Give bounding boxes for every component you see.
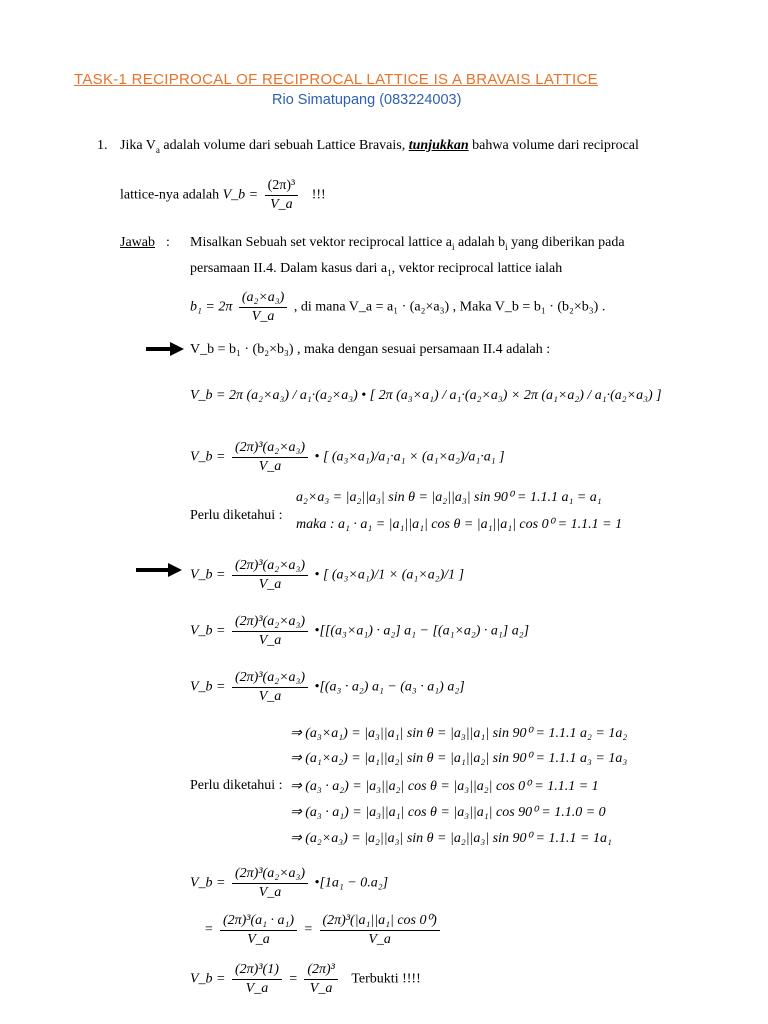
- vb-expanded-2: V_b = $\frac{\text{(2π)³(a₂×a₃)}}{V\_a}$ • [ (a₃×a₁)/a₁·a₁ × (a₁×a₂)/a₁·a₁ ]: [190, 440, 505, 474]
- vb-expanded-7: = $\frac{\text{(2π)³(a₁ · a₁)}}{V\_a}$ = $\frac{\text{(2π)³(|a₁||a₁| cos 0⁰)}}{V\_a}$: [204, 912, 443, 948]
- right-arrow-icon: [136, 562, 182, 578]
- perlu2-line-2: ⇒ (a₁×a₂) = |a₁||a₂| sin θ = |a₁||a₂| sin 90⁰ = 1.1.1 a₃ = 1a₃: [290, 751, 628, 766]
- final-equation: V_b = $\frac{\text{(2π)³(1)}}{V\_a}$ = $\frac{\text{(2π)³}}{V\_a}$ Terbukti !!!!: [190, 962, 421, 996]
- right-arrow-icon: [146, 341, 184, 357]
- vb-fraction: $\frac{\text{(2π)³}}{V\_a}$: [265, 178, 299, 213]
- vb-expanded-6: V_b = $\frac{\text{(2π)³(a₂×a₃)}}{V\_a}$ •[1a₁ − 0.a₂]: [190, 866, 389, 900]
- vb-expanded-5: V_b = $\frac{\text{(2π)³(a₂×a₃)}}{V\_a}$ •[(a₃ · a₂) a₁ − (a₃ · a₁) a₂]: [190, 670, 465, 704]
- problem-line-1: Jika $V_a$ adalah volume dari sebuah Lattice Bravais, tunjukkan bahwa volume dari reciprocal: [120, 138, 639, 155]
- author-line: Rio Simatupang (083224003): [272, 92, 462, 108]
- answer-label: Jawab: [120, 235, 155, 250]
- problem-line-2: lattice-nya adalah V_b = $\frac{\text{(2π)³}}{V\_a}$ !!!: [120, 178, 326, 212]
- vb-expanded-1: V_b = 2π (a₂×a₃) / a₁·(a₂×a₃) • [ 2π (a₃×a₁) / a₁·(a₂×a₃) × 2π (a₁×a₂) / a₁·(a₂×a₃) ]: [190, 388, 662, 403]
- perlu1-line1: a₂×a₃ = |a₂||a₃| sin θ = |a₂||a₃| sin 90⁰ = 1.1.1 a₁ = a₁: [296, 490, 602, 505]
- b1-equation: b₁ = 2π $\frac{\text{(a₂×a₃)}}{V\_a}$ , di mana V_a = a₁ · (a₂×a₃) , Maka V_b = b₁ · (b₂×b₃) .: [190, 290, 606, 324]
- perlu1-label: Perlu diketahui :: [190, 508, 283, 523]
- perlu2-line-1: ⇒ (a₃×a₁) = |a₃||a₁| sin θ = |a₃||a₁| sin 90⁰ = 1.1.1 a₂ = 1a₂: [290, 726, 628, 741]
- answer-text-1: Misalkan Sebuah set vektor reciprocal lattice $a_i$ adalah $b_i$ yang diberikan pada: [190, 235, 625, 252]
- perlu2-line-4: ⇒ (a₃ · a₁) = |a₃||a₁| cos θ = |a₃||a₁| cos 90⁰ = 1.1.0 = 0: [290, 805, 606, 820]
- perlu2-line-5: ⇒ (a₂×a₃) = |a₂||a₃| sin θ = |a₂||a₃| sin 90⁰ = 1.1.1 = 1a₁: [290, 831, 612, 846]
- vb-expanded-3: V_b = $\frac{\text{(2π)³(a₂×a₃)}}{V\_a}$ • [ (a₃×a₁)/1 × (a₁×a₂)/1 ]: [190, 558, 465, 592]
- answer-text-2: persamaan II.4. Dalam kasus dari $a_1$, vektor reciprocal lattice ialah: [190, 261, 563, 278]
- perlu1-line2: maka : a₁ · a₁ = |a₁||a₁| cos θ = |a₁||a₁| cos 0⁰ = 1.1.1 = 1: [296, 517, 623, 532]
- document-title: TASK-1 RECIPROCAL OF RECIPROCAL LATTICE IS A BRAVAIS LATTICE: [74, 71, 598, 88]
- vb-expanded-4: V_b = $\frac{\text{(2π)³(a₂×a₃)}}{V\_a}$ •[[(a₃×a₁) · a₂] a₁ − [(a₁×a₂) · a₁] a₂]: [190, 614, 530, 648]
- terbukti-text: Terbukti !!!!: [351, 971, 421, 987]
- perlu2-line-3: ⇒ (a₃ · a₂) = |a₃||a₂| cos θ = |a₃||a₂| cos 0⁰ = 1.1.1 = 1: [290, 779, 599, 794]
- emphasis-tunjukkan: tunjukkan: [408, 138, 469, 153]
- answer-colon: :: [166, 235, 170, 250]
- arrow1-equation: V_b = b₁ · (b₂×b₃) , maka dengan sesuai persamaan II.4 adalah :: [190, 342, 551, 357]
- problem-number: 1.: [97, 138, 108, 153]
- perlu2-label: Perlu diketahui :: [190, 778, 283, 793]
